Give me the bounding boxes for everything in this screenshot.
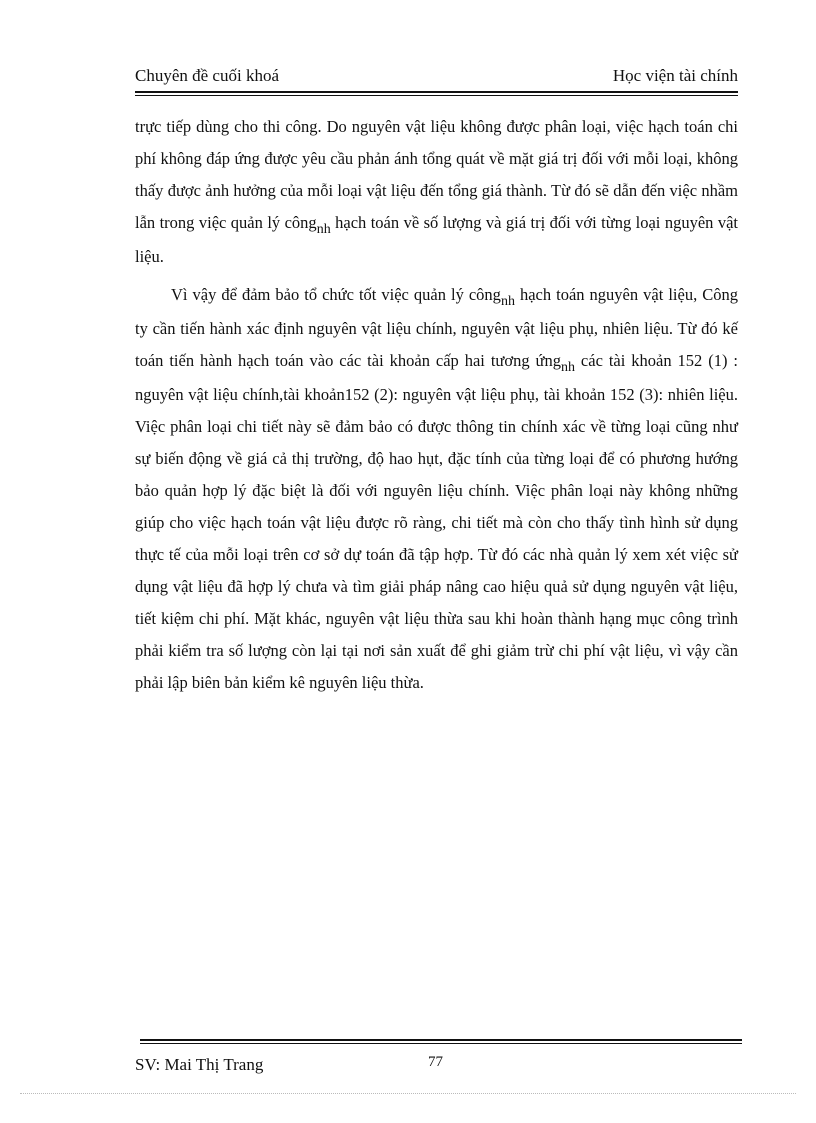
paragraph-2-text-c: các tài khoản 152 (1) : nguyên vật liệu chính,tài khoản152 (2): nguyên vật liệu phụ, tài khoản 152 (3): nhiên liệu. Việc phân loại chi tiết này sẽ đảm bảo có được thông tin chính xác về từng loại cũng như sự biến động về giá cả thị trường, độ hao hụt, đặc tính của từng loại để có phương hướng bảo quản hợp lý đặc biệt là đối với nguyên liệu chính. Việc phân loại này không những giúp cho việc hạch toán vật liệu được rõ ràng, chi tiết mà còn cho thấy tình hình sử dụng thực tế của mỗi loại trên cơ sở dự toán đã tập hợp. Từ đó các nhà quản lý xem xét việc sử dụng vật liệu đã hợp lý chưa và tìm giải pháp nâng cao hiệu quả sử dụng nguyên vật liệu, tiết kiệm chi phí. Mặt khác, nguyên vật liệu thừa sau khi hoàn thành hạng mục công trình phải kiểm tra số lượng còn lại tại nơi sản xuất để ghi giảm trừ chi phí vật liệu, vì vậy cần phải lập biên bản kiểm kê nguyên liệu thừa. xyxy=(135,351,739,692)
subscript-nh: nh xyxy=(500,294,515,309)
header-institution: Học viện tài chính xyxy=(612,66,738,85)
subscript-nh: nh xyxy=(316,222,331,237)
document-body xyxy=(135,111,738,699)
page-header xyxy=(135,66,738,90)
paragraph-1-text-a: trực tiếp dùng cho thi công. Do nguyên vật liệu không được phân loại, việc hạch toán chi phí không đáp ứng được yêu cầu phản ánh tổng quát về mặt giá trị đối với mỗi loại, không thấy được ảnh hưởng của mỗi loại vật liệu đến tổng giá thành. Từ đó sẽ dẫn đến việc nhầm lẫn trong việc quản lý công xyxy=(135,117,738,232)
paragraph-1 xyxy=(135,111,738,273)
subscript-nh: nh xyxy=(560,360,575,375)
paragraph-2 xyxy=(135,279,738,699)
paragraph-2-text-b: hạch toán nguyên vật liệu, Công ty cần tiến hành xác định nguyên vật liệu chính, nguyên vật liệu phụ, nhiên liệu. Từ đó kế toán tiến hành hạch toán vào các tài khoản cấp hai tương ứng xyxy=(135,285,738,370)
page-bottom-dotted-line xyxy=(20,1093,796,1094)
paragraph-1-text-b: hạch toán về số lượng và giá trị đối với từng loại nguyên vật liệu. xyxy=(135,213,739,266)
footer-student-name: SV: Mai Thị Trang xyxy=(135,1055,264,1074)
paragraph-2-text-a: Vì vậy để đảm bảo tổ chức tốt việc quản lý công xyxy=(171,285,501,304)
header-title: Chuyên đề cuối khoá xyxy=(135,66,279,85)
page-number: 77 xyxy=(428,1054,443,1070)
header-rule-thick xyxy=(135,91,738,93)
footer-rule-thick xyxy=(140,1039,742,1041)
header-rule-thin xyxy=(135,95,738,96)
footer-rule-thin xyxy=(140,1043,742,1044)
